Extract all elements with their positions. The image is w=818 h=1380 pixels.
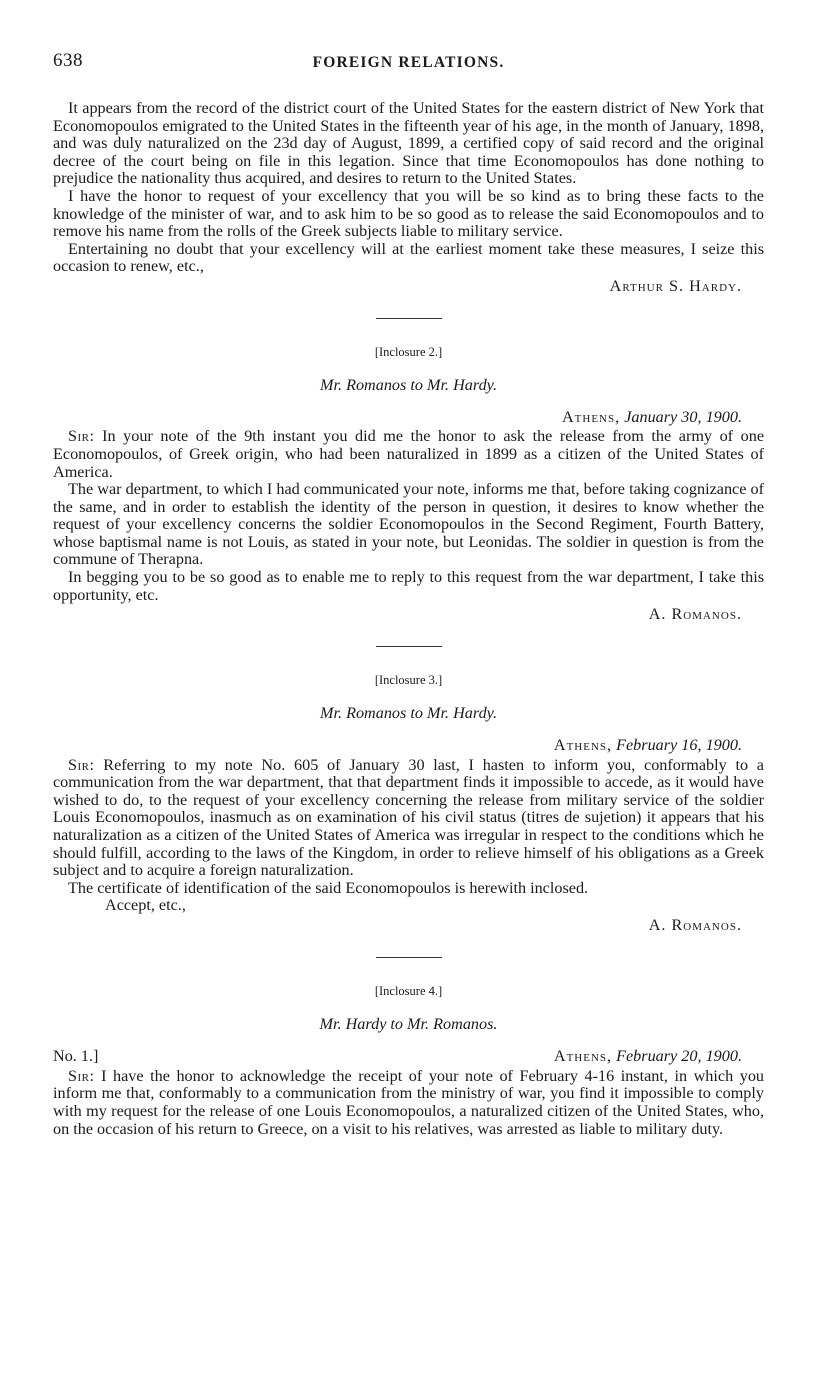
paragraph-text: Referring to my note No. 605 of January 30 last, I hasten to inform you, conformably to a communication from the war department, that that department finds it impossible to accede, as it would have wished to do, to the request of your excellency concerning the release from military service of the soldier Louis Economopoulos, inasmuch as on examination of his civil status (titres de sujetion) it appears that his naturalization as a citizen of the United States of America was irregular in respect to the conditions which he should fulfill, according to the laws of the Kingdom, in order to relieve himself of his obligations as a Greek subject and to acquire a foreign naturalization. [53, 755, 764, 880]
dateline-date: February 16, 1900. [616, 736, 742, 755]
dateline-place: Athens, [561, 407, 621, 426]
signature: Arthur S. Hardy. [609, 276, 742, 295]
paragraph [53, 1068, 764, 1138]
letter-heading: Mr. Romanos to Mr. Hardy. [319, 376, 497, 395]
paragraph: The certificate of identification of the said Economopoulos is herewith inclosed. [68, 878, 589, 897]
salutation: Sir: [68, 1066, 95, 1085]
signature: A. Romanos. [648, 605, 742, 624]
paragraph [53, 757, 764, 880]
inclosure-label: [Inclosure 4.] [374, 983, 443, 998]
dateline-place: Athens, [553, 736, 613, 755]
paragraph: It appears from the record of the district court of the United States for the eastern district of New York that Economopoulos emigrated to the United States in the fifteenth year of his age, in the month of January, 1898, and was duly naturalized on the 23d day of August, 1899, a certified copy of said record and the original decree of the court being on file in this legation. Since that time Economopoulos has done nothing to prejudice the nationality thus acquired, and desires to return to the United States. [53, 99, 764, 188]
document-page [53, 52, 764, 1138]
dateline-date: February 20, 1900. [616, 1046, 742, 1065]
paragraph: I have the honor to request of your excellency that you will be so kind as to bring these facts to the knowledge of the minister of war, and to ask him to be so good as to release the said Economopoulos and to remove his name from the rolls of the Greek subjects liable to military service. [53, 186, 764, 241]
inclosure-label: [Inclosure 2.] [374, 344, 443, 359]
page-header [53, 52, 764, 80]
inclosure-label: [Inclosure 3.] [374, 672, 443, 687]
closing: Accept, etc., [105, 896, 186, 915]
paragraph: In begging you to be so good as to enable me to reply to this request from the war department, I take this opportunity, etc. [53, 568, 764, 604]
dateline-date: January 30, 1900. [624, 407, 742, 426]
salutation: Sir: [68, 755, 95, 774]
salutation: Sir: [68, 427, 95, 446]
dateline-place: Athens, [553, 1046, 613, 1065]
letter-number: No. 1.] [53, 1046, 99, 1065]
letter-heading: Mr. Romanos to Mr. Hardy. [319, 704, 497, 723]
paragraph [53, 428, 764, 481]
running-head: FOREIGN RELATIONS. [312, 54, 505, 71]
signature: A. Romanos. [648, 915, 742, 934]
dateline [53, 737, 764, 755]
letter-hardy-continuation [53, 100, 764, 296]
dateline-right [554, 1048, 742, 1066]
paragraph-text: In your note of the 9th instant you did me the honor to ask the release from the army of one Economopoulos, of Greek origin, who had been naturalized in 1899 as a citizen of the United States of America. [53, 427, 765, 481]
inclosure-3 [53, 672, 764, 935]
page-number: 638 [53, 50, 83, 71]
paragraph-text: I have the honor to acknowledge the receipt of your note of February 4-16 instant, in which you inform me that, conformably to a communication from the ministry of war, you find it impossible to comply with my request for the release of one Louis Economopoulos, a naturalized citizen of the United States, who, on the occasion of his return to Greece, on a visit to his relatives, was arrested as liable to military duty. [53, 1066, 765, 1138]
inclosure-4 [53, 983, 764, 1139]
section-divider [376, 318, 442, 319]
inclosure-2 [53, 344, 764, 624]
section-divider [376, 646, 442, 647]
letter-heading: Mr. Hardy to Mr. Romanos. [319, 1015, 498, 1034]
paragraph: The war department, to which I had communicated your note, informs me that, before taking cognizance of the same, and in order to establish the identity of the person in question, it desires to know whether the request of your excellency concerns the soldier Economopoulos in the Second Regiment, Fourth Battery, whose baptismal name is not Louis, as stated in your note, but Leonidas. The soldier in question is from the commune of Therapna. [53, 480, 764, 569]
dateline [53, 409, 764, 427]
dateline [53, 1048, 764, 1066]
section-divider [376, 957, 442, 958]
paragraph: Entertaining no doubt that your excellency will at the earliest moment take these measures, I seize this occasion to renew, etc., [53, 239, 764, 276]
